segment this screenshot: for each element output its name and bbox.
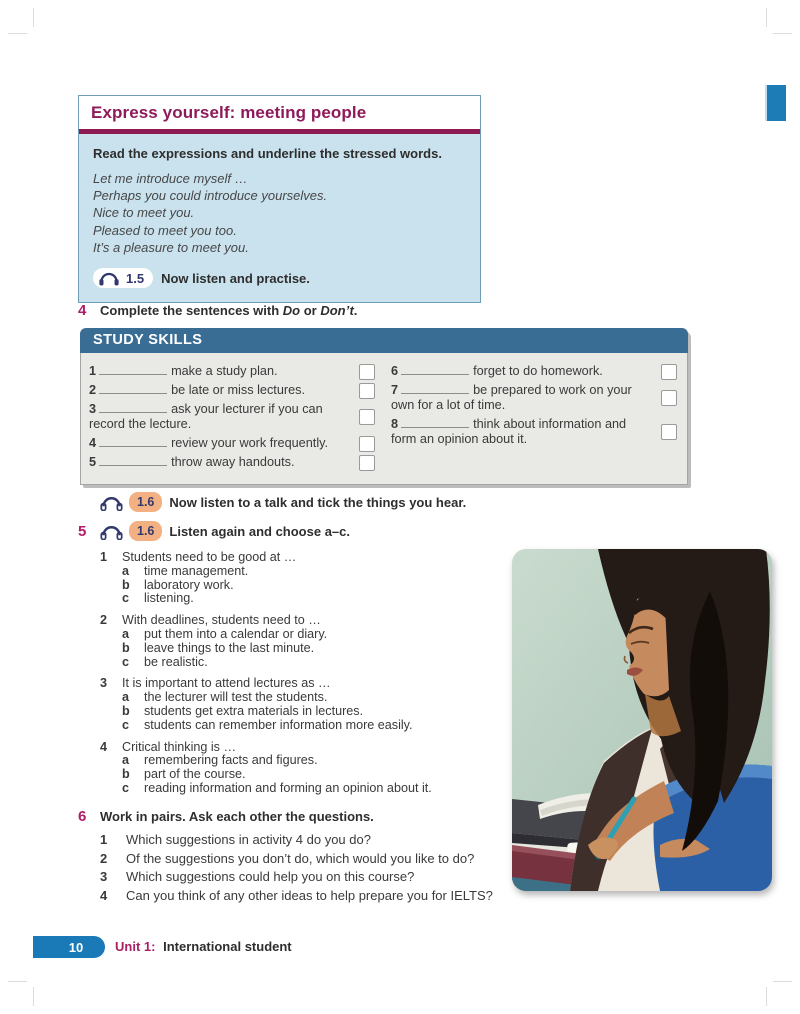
crop-mark [8,33,27,34]
answer-option[interactable] [100,768,500,782]
study-skill-item [89,364,375,380]
skill-text: forget to do homework. [473,363,603,378]
question-number: 1 [100,550,108,564]
expression-line: It’s a pleasure to meet you. [93,239,249,255]
question-stem-row [100,677,500,691]
listen-tick-row [100,492,466,512]
question-number: 1 [100,832,108,847]
fill-in-blank[interactable] [99,384,167,394]
do-word: Do [282,303,301,318]
exercise-4-header [78,302,357,319]
multiple-choice-question [100,741,500,796]
exercise-5-instruction: Listen again and choose a–c. [169,523,351,539]
fill-in-blank[interactable] [99,456,167,466]
question-text: Which suggestions in activity 4 do you do? [126,832,371,847]
option-letter: b [122,640,130,655]
answer-option[interactable] [100,719,500,733]
study-skill-item [89,455,375,471]
skill-text: be prepared to work on your own for a lot of time. [391,382,632,412]
page-number-tab [33,936,105,958]
footer-unit-info [115,939,292,954]
exercise-number: 4 [78,302,87,319]
skill-number: 8 [391,416,399,431]
page-edge-unit-tab [765,85,786,121]
tick-checkbox[interactable] [359,409,375,425]
exercise-6-instruction: Work in pairs. Ask each other the questions. [100,809,374,824]
skill-number: 1 [89,363,97,378]
crop-mark [773,981,792,982]
headphones-icon [98,270,120,286]
instruction-text: or [300,303,321,318]
study-skill-item [391,364,677,380]
option-letter: a [122,563,130,578]
fill-in-blank[interactable] [401,418,469,428]
audio-track-pill[interactable] [93,268,153,288]
option-text: laboratory work. [144,577,234,592]
option-text: the lecturer will test the students. [144,690,328,705]
skill-number: 7 [391,382,399,397]
option-text: students can remember information more easily. [144,717,413,732]
crop-mark [33,987,34,1006]
skill-number: 4 [89,435,97,450]
option-text: listening. [144,591,194,606]
express-instruction: Read the expressions and underline the stressed words. [93,146,442,161]
study-skills-left-column [89,362,375,472]
skill-sentence [391,364,653,380]
answer-option[interactable] [100,754,500,768]
skill-sentence [391,417,653,448]
fill-in-blank[interactable] [401,365,469,375]
option-text: time management. [144,563,249,578]
question-text: Of the suggestions you don’t do, which would you like to do? [126,850,475,866]
exercise-5-questions [100,551,500,804]
question-number: 4 [100,739,108,754]
question-stem: Critical thinking is … [122,739,237,754]
crop-mark [8,981,27,982]
answer-option[interactable] [100,579,500,593]
exercise-6-questions [100,831,520,906]
express-box-title: Express yourself: meeting people [91,103,367,122]
express-box-body [79,134,480,302]
study-skill-item [391,417,677,448]
option-text: put them into a calendar or diary. [144,626,328,641]
pair-question [100,868,520,887]
answer-option[interactable] [100,705,500,719]
fill-in-blank[interactable] [99,403,167,413]
crop-mark [773,33,792,34]
exercise-6-header [78,808,374,825]
study-skills-box [80,328,688,485]
student-writing-photo [512,549,772,891]
tick-checkbox[interactable] [359,383,375,399]
skill-number: 2 [89,382,97,397]
crop-mark [33,8,34,27]
headphones-icon [100,523,123,540]
study-skills-right-column [391,362,677,472]
answer-option[interactable] [100,782,500,796]
pair-question [100,887,520,906]
option-letter: c [122,591,130,606]
skill-sentence [391,383,653,414]
expression-line: Pleased to meet you too. [93,222,237,238]
study-skills-title: STUDY SKILLS [80,328,688,353]
crop-mark [766,987,767,1006]
skill-sentence [89,455,351,471]
skill-sentence [89,402,351,433]
skill-text: review your work frequently. [171,435,329,450]
study-skills-body [80,353,688,485]
expression-line: Let me introduce myself … [93,171,248,186]
fill-in-blank[interactable] [99,365,167,375]
question-text: Which suggestions could help you on this course? [126,869,415,885]
answer-option[interactable] [100,628,500,642]
question-number: 2 [100,613,108,628]
fill-in-blank[interactable] [401,384,469,394]
tick-checkbox[interactable] [661,424,677,440]
study-skill-item [391,383,677,414]
skill-number: 3 [89,401,97,416]
tick-checkbox[interactable] [359,455,375,471]
exercise-5-header [78,521,350,541]
multiple-choice-question [100,614,500,669]
option-text: leave things to the last minute. [144,640,315,655]
answer-option[interactable] [100,691,500,705]
question-stem-row [100,551,500,565]
student-writing-illustration [512,549,772,891]
tick-checkbox[interactable] [661,364,677,380]
page-number: 10 [68,939,84,955]
question-stem: It is important to attend lectures as … [122,676,331,691]
option-text: remembering facts and figures. [144,753,318,768]
option-letter: a [122,753,130,768]
option-letter: a [122,626,130,641]
unit-title: International student [163,939,292,954]
listen-row-1-5 [93,268,466,288]
instruction-text: Complete the sentences with [100,303,283,318]
tick-checkbox[interactable] [359,364,375,380]
answer-option[interactable] [100,642,500,656]
option-text: be realistic. [144,654,208,669]
question-stem: Students need to be good at … [122,550,297,564]
question-stem-row [100,614,500,628]
question-stem: With deadlines, students need to … [122,613,321,628]
dont-word: Don’t [320,303,354,318]
question-number: 2 [100,850,108,866]
pair-question [100,850,520,869]
skill-number: 5 [89,454,97,469]
skill-text: make a study plan. [171,363,278,378]
instruction-text: . [353,303,358,318]
express-yourself-box [78,95,481,303]
skill-number: 6 [391,363,399,378]
option-letter: c [122,717,130,732]
question-stem-row [100,741,500,755]
skill-text: think about information and form an opinion about it. [391,416,627,446]
study-skill-item [89,436,375,452]
skill-text: be late or miss lectures. [171,382,306,397]
answer-option[interactable] [100,592,500,606]
audio-track-pill[interactable] [129,492,162,512]
option-letter: b [122,703,130,718]
tick-checkbox[interactable] [359,436,375,452]
exercise-number: 6 [78,808,87,825]
pair-question [100,831,520,850]
skill-sentence [89,436,351,452]
option-letter: b [122,577,130,592]
unit-label: Unit 1: [115,939,156,954]
question-number: 3 [100,676,108,691]
option-text: part of the course. [144,767,246,782]
study-skill-item [89,402,375,433]
question-number: 4 [100,888,108,904]
track-number: 1.6 [137,495,155,509]
exercise-4-instruction [100,303,357,318]
option-text: students get extra materials in lectures. [144,703,364,718]
option-letter: b [122,767,130,782]
question-text: Can you think of any other ideas to help prepare you for IELTS? [126,888,493,904]
track-number: 1.5 [126,270,145,286]
track-number: 1.6 [137,524,155,538]
skill-sentence [89,383,351,399]
study-skill-item [89,383,375,399]
expression-line: Nice to meet you. [93,205,195,221]
skill-text: ask your lecturer if you can record the lecture. [89,401,323,431]
option-letter: c [122,780,130,795]
answer-option[interactable] [100,656,500,670]
answer-option[interactable] [100,565,500,579]
express-box-header [79,96,480,129]
listen-tick-instruction: Now listen to a talk and tick the things you hear. [169,494,467,510]
option-letter: c [122,654,130,669]
multiple-choice-question [100,551,500,606]
crop-mark [766,8,767,27]
expression-line: Perhaps you could introduce yourselves. [93,188,328,204]
multiple-choice-question [100,677,500,732]
headphones-icon [100,494,123,511]
tick-checkbox[interactable] [661,390,677,406]
option-letter: a [122,690,130,705]
fill-in-blank[interactable] [99,437,167,447]
audio-track-pill[interactable] [129,521,162,541]
skill-text: throw away handouts. [171,454,295,469]
exercise-number: 5 [78,522,87,540]
question-number: 3 [100,869,108,885]
skill-sentence [89,364,351,380]
listen-instruction: Now listen and practise. [161,270,310,286]
option-text: reading information and forming an opinion about it. [144,780,432,795]
